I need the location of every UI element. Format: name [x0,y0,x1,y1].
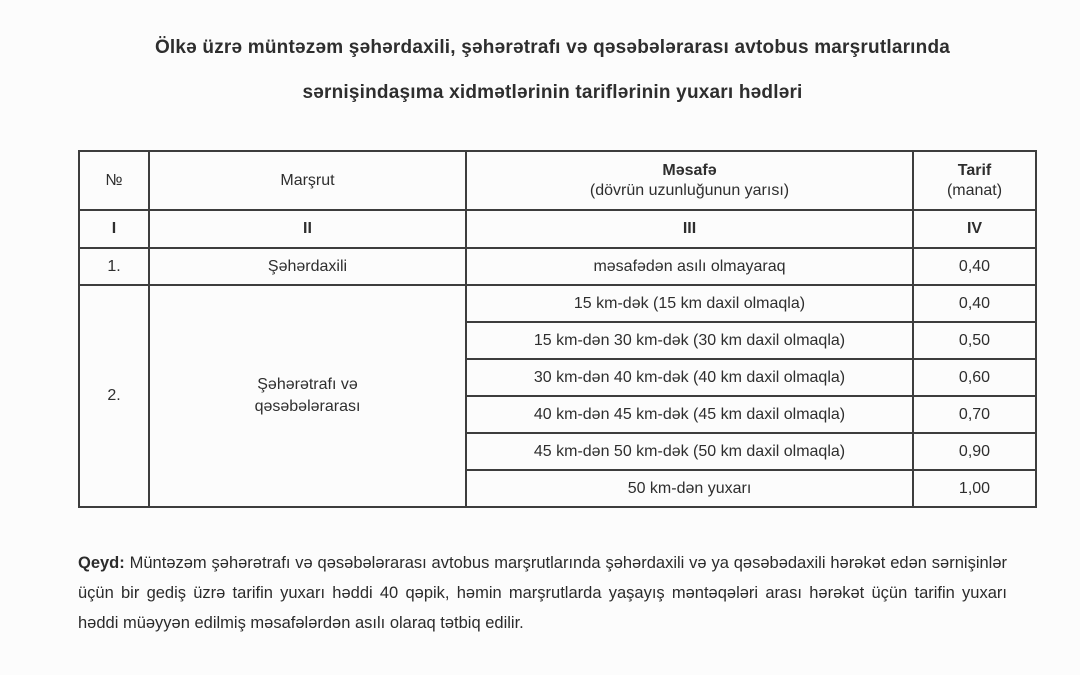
header-no: № [79,151,149,210]
row1-distance: məsafədən asılı olmayaraq [466,248,913,285]
header-distance-title: Məsafə [662,161,717,179]
tariff-table [78,150,1037,508]
header-tariff-subtitle: (manat) [946,181,1003,199]
row2-subrow6-distance: 50 km-dən yuxarı [466,470,913,507]
row1-route: Şəhərdaxili [149,248,466,285]
column-numeral-row [79,210,1036,248]
row2-subrow2-tariff: 0,50 [913,322,1036,359]
row2-route-line2: qəsəbələrarası [254,398,361,415]
row2-no: 2. [79,285,149,507]
numeral-col-3: III [466,210,913,248]
header-tariff [913,151,1036,210]
row2-subrow1-distance: 15 km-dək (15 km daxil olmaqla) [466,285,913,322]
header-tariff-title: Tarif [957,161,992,179]
row2-route [149,285,466,507]
numeral-col-2: II [149,210,466,248]
note-label: Qeyd: [78,553,125,572]
numeral-col-1: I [79,210,149,248]
row2-subrow3-distance: 30 km-dən 40 km-dək (40 km daxil olmaqla) [466,359,913,396]
row2-subrow4-tariff: 0,70 [913,396,1036,433]
row2-subrow5-tariff: 0,90 [913,433,1036,470]
numeral-col-4: IV [913,210,1036,248]
table-row [79,248,1036,285]
table-row [79,285,1036,322]
row1-tariff: 0,40 [913,248,1036,285]
header-distance-subtitle: (dövrün uzunluğunun yarısı) [589,181,790,199]
page-title: Ölkə üzrə müntəzəm şəhərdaxili, şəhərətrafı və qəsəbələrarası avtobus marşrutlarında sərnişindaşıma xidmətlərinin tariflərinin yuxarı hədləri [154,37,951,103]
row2-subrow6-tariff: 1,00 [913,470,1036,507]
row2-subrow4-distance: 40 km-dən 45 km-dək (45 km daxil olmaqla) [466,396,913,433]
row2-route-line1: Şəhərətrafı və [257,375,358,393]
note-text: Müntəzəm şəhərətrafı və qəsəbələrarası avtobus marşrutlarında şəhərdaxili və ya qəsəbədaxili hərəkət edən sərnişinlər üçün bir gediş üzrə tarifin yuxarı həddi 40 qəpik, həmin marşrutlarda yaşayış məntəqələri arası hərəkət üçün tarifin yuxarı həddi müəyyən edilmiş məsafələrdən asılı olaraq tətbiq edilir. [78,553,1007,633]
header-route: Marşrut [149,151,466,210]
row2-subrow2-distance: 15 km-dən 30 km-dək (30 km daxil olmaqla) [466,322,913,359]
note-paragraph [78,548,1007,639]
row2-subrow1-tariff: 0,40 [913,285,1036,322]
row1-no: 1. [79,248,149,285]
header-distance [466,151,913,210]
row2-subrow5-distance: 45 km-dən 50 km-dək (50 km daxil olmaqla) [466,433,913,470]
row2-subrow3-tariff: 0,60 [913,359,1036,396]
table-header-row [79,151,1036,210]
